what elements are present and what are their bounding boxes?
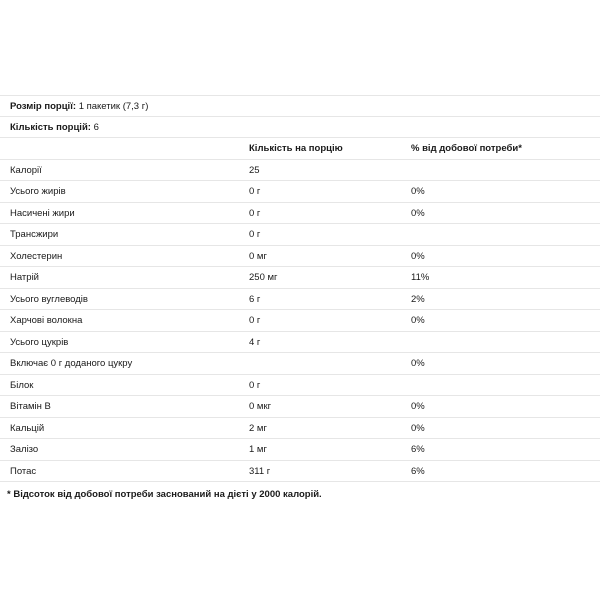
nutrient-daily-value: 0% — [411, 401, 425, 412]
table-row — [0, 267, 600, 289]
nutrient-amount: 0 мг — [249, 250, 267, 262]
table-row — [0, 181, 600, 203]
table-row — [0, 461, 600, 483]
nutrient-amount: 25 — [249, 164, 260, 176]
nutrient-amount: 311 г — [249, 465, 271, 477]
table-row — [0, 224, 600, 246]
nutrient-amount: 4 г — [249, 336, 261, 348]
nutrient-daily-value: 0% — [411, 422, 425, 434]
nutrient-name: Усього жирів — [10, 186, 66, 197]
nutrient-daily-value: 0% — [411, 186, 425, 197]
serving-size-row — [0, 95, 600, 117]
serving-size-label: Розмір порції: — [10, 101, 77, 112]
nutrient-daily-value: 0% — [411, 250, 425, 262]
nutrient-name: Потас — [10, 465, 37, 477]
table-row — [0, 246, 600, 268]
nutrient-daily-value: 6% — [411, 465, 425, 477]
table-row — [0, 332, 600, 354]
nutrient-daily-value: 11% — [411, 272, 430, 283]
nutrient-amount: 1 мг — [249, 444, 267, 455]
nutrient-amount: 6 г — [249, 293, 261, 305]
table-row — [0, 353, 600, 375]
amount-header: Кількість на порцію — [249, 143, 343, 154]
nutrient-amount: 0 г — [249, 315, 261, 326]
nutrient-name: Усього цукрів — [10, 336, 69, 348]
serving-size — [10, 96, 148, 117]
nutrient-name: Холестерин — [10, 250, 63, 262]
nutrient-name: Трансжири — [10, 229, 59, 240]
servings-count-value: 6 — [93, 121, 99, 133]
nutrient-amount: 0 г — [249, 379, 261, 391]
daily-value-header: % від добової потреби* — [411, 143, 522, 154]
nutrient-daily-value: 0% — [411, 315, 425, 326]
table-header-row — [0, 138, 600, 160]
nutrient-amount: 0 мкг — [249, 401, 272, 412]
nutrient-name: Вітамін B — [10, 401, 51, 412]
serving-size-value: 1 пакетик (7,3 г) — [78, 101, 149, 112]
nutrient-amount: 0 г — [249, 229, 261, 240]
nutrient-name: Залізо — [10, 444, 39, 455]
nutrient-name: Усього вуглеводів — [10, 293, 88, 305]
nutrient-name: Кальцій — [10, 422, 45, 434]
table-row — [0, 310, 600, 332]
nutrient-amount: 250 мг — [249, 272, 278, 283]
nutrition-facts-panel — [0, 95, 600, 482]
nutrient-daily-value: 0% — [411, 358, 425, 369]
nutrient-amount: 0 г — [249, 186, 261, 197]
table-row — [0, 418, 600, 440]
servings-count-row — [0, 117, 600, 139]
nutrient-daily-value: 6% — [411, 444, 425, 455]
table-row — [0, 289, 600, 311]
table-row — [0, 375, 600, 397]
daily-value-footnote: * Відсоток від добової потреби заснований на дієті у 2000 калорій. — [7, 489, 322, 500]
nutrient-name: Харчові волокна — [10, 315, 83, 326]
nutrient-amount: 2 мг — [249, 422, 267, 434]
table-row — [0, 439, 600, 461]
nutrient-amount: 0 г — [249, 207, 261, 219]
nutrient-name: Насичені жири — [10, 207, 75, 219]
table-row — [0, 160, 600, 182]
table-row — [0, 203, 600, 225]
nutrient-name: Натрій — [10, 272, 39, 283]
servings-count — [10, 117, 99, 138]
nutrient-name: Включає 0 г доданого цукру — [10, 358, 133, 369]
nutrient-name: Білок — [10, 379, 34, 391]
nutrient-daily-value: 2% — [411, 293, 425, 305]
nutrient-name: Калорії — [10, 164, 42, 176]
servings-count-label: Кількість порцій: — [10, 121, 91, 133]
nutrient-daily-value: 0% — [411, 207, 425, 219]
table-row — [0, 396, 600, 418]
